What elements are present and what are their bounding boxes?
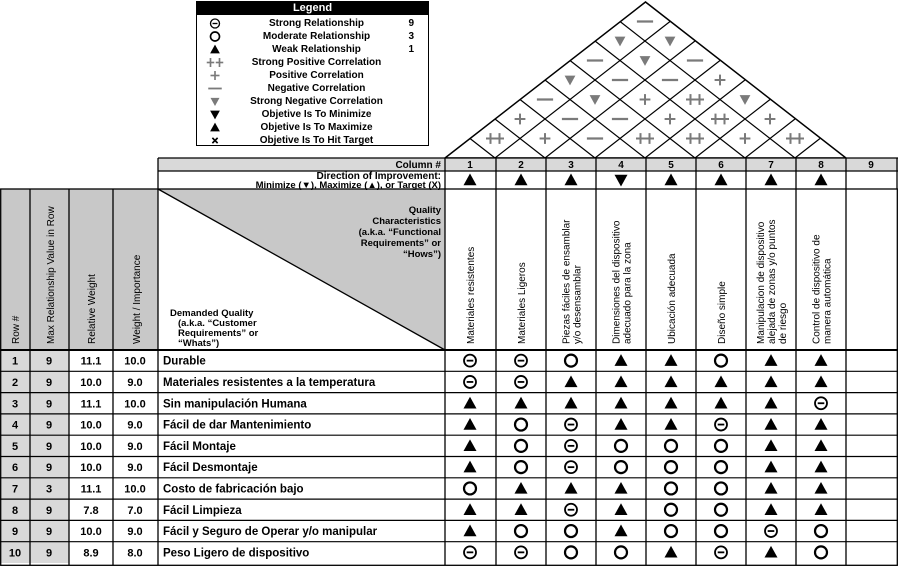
row-max-value: 9 [45, 398, 53, 411]
row-max-value: 9 [45, 462, 53, 475]
row-number: 4 [11, 419, 19, 432]
relationship-cell [765, 418, 778, 430]
relationship-cell [464, 503, 477, 515]
relationship-cell [715, 440, 727, 452]
column-number: 5 [668, 160, 674, 171]
relationship-cell [765, 503, 778, 515]
row-weight: 9.0 [127, 440, 143, 453]
relationship-cell [665, 461, 677, 473]
positive-icon [205, 69, 225, 82]
demanded-quality: Fácil Limpieza [163, 504, 242, 517]
triangle-up-icon [565, 375, 578, 387]
row-number: 10 [8, 547, 22, 560]
row-relative-weight: 10.0 [80, 376, 102, 389]
row-header-label: Weight / Importance [132, 254, 143, 344]
relationship-cell [815, 439, 828, 451]
relationship-cell [815, 546, 827, 558]
relationship-cell [515, 397, 528, 409]
relationship-cell [665, 418, 678, 430]
relationship-cell [615, 482, 628, 494]
column-name: Materiales resistentes [466, 246, 477, 344]
quality-characteristics-label: Quality [408, 205, 441, 216]
legend-item [197, 82, 428, 95]
relationship-cell [715, 375, 728, 387]
moderate-relationship-icon [615, 546, 627, 558]
triangle-up-icon [210, 45, 220, 54]
moderate-relationship-icon [615, 440, 627, 452]
legend-item [197, 69, 428, 82]
legend-item [197, 121, 428, 134]
moderate-relationship-icon [665, 482, 677, 494]
legend-value: 1 [408, 44, 414, 55]
relationship-cell [715, 525, 727, 537]
relationship-cell [515, 355, 527, 367]
column-name: alejada de zonas y/o puntos [767, 219, 778, 344]
triangle-up-icon [665, 546, 678, 558]
relationship-cell [665, 504, 677, 516]
moderate-relationship-icon [715, 504, 727, 516]
legend-title: Legend [197, 2, 428, 15]
relationship-cell [515, 461, 527, 473]
moderate-relationship-icon [211, 32, 220, 41]
legend-item [197, 56, 428, 69]
row-number: 1 [11, 355, 19, 368]
relationship-cell [665, 482, 677, 494]
moderate-relationship-icon [715, 482, 727, 494]
moderate-relationship-icon [615, 461, 627, 473]
triangle-up-icon [665, 418, 678, 430]
relationship-cell [615, 397, 628, 409]
relationship-cell [665, 440, 677, 452]
relationship-cell [565, 419, 577, 431]
relationship-cell [765, 525, 777, 537]
triangle-up-icon [715, 375, 728, 387]
row-relative-weight: 10.0 [80, 526, 102, 539]
relationship-cell [565, 461, 577, 473]
relationship-cell [815, 375, 828, 387]
legend-item [197, 134, 428, 147]
column-name: y/o desensamblar [572, 265, 584, 344]
row-relative-weight: 10.0 [80, 440, 102, 453]
row-max-value: 9 [45, 419, 53, 432]
moderate-relationship-icon [665, 440, 677, 452]
relationship-cell [515, 546, 527, 558]
relationship-cell [815, 482, 828, 494]
triangle-up-icon [464, 397, 477, 409]
demanded-quality: Materiales resistentes a la temperatura [163, 376, 376, 389]
relationship-cell [464, 461, 477, 473]
column-number: 4 [618, 160, 624, 171]
triangle-up-icon [815, 461, 828, 473]
row-number: 7 [11, 483, 19, 496]
relationship-cell [464, 546, 476, 558]
direction-label: Direction of Improvement: [316, 171, 441, 182]
triangle-up-icon [615, 418, 628, 430]
row-number: 2 [11, 376, 19, 389]
relationship-cell [615, 461, 627, 473]
triangle-down-icon [210, 111, 220, 120]
column-number: 9 [868, 160, 874, 171]
column-name: Materiales Ligeros [517, 262, 528, 344]
triangle-up-icon [615, 375, 628, 387]
relationship-cell [565, 525, 577, 537]
triangle-up-icon [615, 397, 628, 409]
relationship-cell [615, 354, 628, 366]
relationship-cell [565, 546, 577, 558]
relationship-cell [665, 525, 677, 537]
target-x-icon [212, 138, 217, 143]
relationship-cell [815, 525, 827, 537]
demanded-quality-label: Requirements” or [178, 328, 259, 339]
relationship-cell [665, 375, 678, 387]
relationship-cell [615, 418, 628, 430]
triangle-up-icon [565, 482, 578, 494]
row-relative-weight: 7.8 [83, 504, 99, 517]
moderate-relationship-icon [665, 504, 677, 516]
column-number: 2 [518, 160, 524, 171]
legend-label: Negative Correlation [267, 83, 366, 94]
column-name: Dimensiones del dispositivo [611, 220, 623, 344]
row-header-label: Row # [11, 315, 22, 344]
triangle-up-icon [464, 503, 477, 515]
column-name: Ubicación adecuada [667, 253, 678, 344]
relationship-cell [715, 397, 728, 409]
demanded-quality: Costo de fabricación bajo [163, 483, 304, 496]
row-relative-weight: 11.1 [80, 355, 102, 368]
triangle-up-icon [515, 482, 528, 494]
column-number: 6 [718, 160, 724, 171]
target-icon [205, 134, 225, 147]
relationship-cell [464, 376, 476, 388]
row-max-value: 9 [45, 547, 53, 560]
legend-item [197, 30, 428, 43]
relationship-cell [765, 375, 778, 387]
direction-legend-label: Minimize (▼), Maximize (▲), or Target (X) [255, 180, 441, 191]
triangle-up-icon [815, 375, 828, 387]
strong-positive-icon [205, 56, 225, 69]
triangle-up-icon [765, 461, 778, 473]
relationship-cell [464, 525, 477, 537]
relationship-cell [615, 503, 628, 515]
triangle-up-icon [515, 397, 528, 409]
relationship-cell [715, 419, 727, 431]
triangle-up-icon [715, 397, 728, 409]
relationship-cell [815, 354, 828, 366]
column-name: de riesgo [778, 302, 789, 344]
relationship-cell [765, 482, 778, 494]
row-max-value: 9 [45, 526, 53, 539]
relationship-cell [815, 418, 828, 430]
demanded-quality: Fácil Desmontaje [163, 462, 258, 475]
moderate-relationship-icon [665, 461, 677, 473]
triangle-up-icon [765, 546, 778, 558]
relationship-cell [715, 504, 727, 516]
triangle-up-icon [615, 525, 628, 537]
legend-item [197, 95, 428, 108]
row-number: 8 [11, 504, 19, 517]
row-weight: 10.0 [124, 398, 146, 411]
row-header-label: Max Relationship Value in Row [46, 206, 57, 344]
moderate-relationship-icon [715, 440, 727, 452]
column-number: 8 [818, 160, 824, 171]
relationship-cell [715, 546, 727, 558]
relationship-cell [515, 440, 527, 452]
triangle-up-icon [765, 503, 778, 515]
moderate-relationship-icon [715, 461, 727, 473]
legend-label: Strong Positive Correlation [251, 57, 382, 68]
legend-label: Moderate Relationship [262, 31, 371, 42]
demanded-quality: Sin manipulación Humana [163, 398, 307, 411]
moderate-icon [205, 30, 225, 43]
relationship-cell [565, 375, 578, 387]
triangle-up-icon [665, 354, 678, 366]
relationship-cell [815, 503, 828, 515]
minimize-icon [205, 108, 225, 121]
triangle-up-icon [815, 482, 828, 494]
triangle-up-icon [464, 418, 477, 430]
triangle-up-icon [515, 503, 528, 515]
triangle-up-icon [665, 375, 678, 387]
moderate-relationship-icon [464, 482, 476, 494]
row-weight: 10.0 [124, 483, 146, 496]
column-number-label: Column # [395, 160, 441, 171]
row-relative-weight: 10.0 [80, 419, 102, 432]
relationship-cell [715, 461, 727, 473]
relationship-cell [715, 355, 727, 367]
demanded-quality: Durable [163, 355, 206, 368]
column-name: adecuado para la zona [622, 242, 634, 344]
quality-characteristics-label: (a.k.a. “Functional [358, 227, 441, 238]
row-weight: 9.0 [127, 376, 143, 389]
relationship-cell [615, 440, 627, 452]
triangle-up-icon [210, 123, 220, 132]
triangle-up-icon [815, 418, 828, 430]
relationship-cell [565, 504, 577, 516]
demanded-quality-label: “Whats”) [178, 338, 220, 349]
strong-icon [205, 17, 225, 30]
relationship-cell [765, 439, 778, 451]
quality-characteristics-label: Characteristics [372, 216, 441, 227]
strong-negative-icon [205, 95, 225, 108]
strong-negative-icon [211, 98, 220, 106]
column-name: Piezas fáciles de ensamblar [561, 219, 573, 344]
triangle-up-icon [765, 439, 778, 451]
row-relative-weight: 11.1 [80, 483, 102, 496]
moderate-relationship-icon [715, 355, 727, 367]
legend-item [197, 17, 428, 30]
row-weight: 9.0 [127, 526, 143, 539]
legend-label: Positive Correlation [269, 70, 364, 81]
row-number: 6 [11, 462, 19, 475]
moderate-relationship-icon [715, 525, 727, 537]
column-name: manera automática [822, 258, 834, 344]
relationship-cell [615, 375, 628, 387]
relationship-cell [464, 355, 476, 367]
relationship-cell [665, 397, 678, 409]
column-number: 7 [768, 160, 774, 171]
triangle-up-icon [665, 397, 678, 409]
relationship-cell [464, 439, 477, 451]
relationship-cell [464, 482, 476, 494]
legend-item [197, 43, 428, 56]
column-number: 1 [467, 160, 473, 171]
triangle-up-icon [815, 503, 828, 515]
column-number: 3 [568, 160, 574, 171]
relationship-cell [515, 376, 527, 388]
legend-value: 9 [408, 18, 414, 29]
triangle-up-icon [464, 461, 477, 473]
triangle-up-icon [815, 354, 828, 366]
demanded-quality: Peso Ligero de dispositivo [163, 547, 310, 560]
relationship-cell [515, 525, 527, 537]
relationship-cell [464, 418, 477, 430]
row-max-value: 9 [45, 376, 53, 389]
correlation-roof [445, 2, 846, 158]
triangle-up-icon [565, 397, 578, 409]
legend-label: Strong Negative Correlation [250, 96, 383, 107]
triangle-up-icon [464, 525, 477, 537]
legend-label: Objetive Is To Hit Target [259, 135, 374, 146]
weak-icon [205, 43, 225, 56]
row-weight: 8.0 [127, 547, 143, 560]
row-number: 3 [11, 398, 19, 411]
legend [196, 1, 429, 146]
triangle-up-icon [615, 482, 628, 494]
legend-label: Objetive Is To Minimize [261, 109, 372, 120]
row-relative-weight: 10.0 [80, 462, 102, 475]
legend-label: Weak Relationship [272, 44, 361, 55]
moderate-relationship-icon [815, 525, 827, 537]
legend-label: Objetive Is To Maximize [260, 122, 373, 133]
triangle-up-icon [615, 503, 628, 515]
relationship-cell [515, 503, 528, 515]
legend-item [197, 108, 428, 121]
legend-label: Strong Relationship [269, 18, 364, 29]
relationship-cell [515, 419, 527, 431]
demanded-quality: Fácil de dar Mantenimiento [163, 419, 312, 432]
moderate-relationship-icon [565, 525, 577, 537]
relationship-cell [615, 525, 628, 537]
relationship-cell [715, 482, 727, 494]
relationship-cell [815, 461, 828, 473]
triangle-up-icon [464, 439, 477, 451]
moderate-relationship-icon [565, 355, 577, 367]
relationship-cell [765, 461, 778, 473]
relationship-cell [765, 546, 778, 558]
legend-value: 3 [408, 31, 414, 42]
row-weight: 7.0 [127, 504, 143, 517]
row-weight: 9.0 [127, 419, 143, 432]
triangle-up-icon [815, 439, 828, 451]
demanded-quality: Fácil Montaje [163, 440, 236, 453]
relationship-cell [565, 440, 577, 452]
triangle-up-icon [765, 375, 778, 387]
triangle-up-icon [765, 482, 778, 494]
relationship-cell [815, 397, 827, 409]
quality-characteristics-label: “Hows”) [403, 249, 441, 260]
maximize-icon [205, 121, 225, 134]
row-max-value: 9 [45, 440, 53, 453]
row-weight: 10.0 [124, 355, 146, 368]
quality-characteristics-label: Requirements” or [360, 238, 441, 249]
relationship-cell [464, 397, 477, 409]
moderate-relationship-icon [815, 546, 827, 558]
moderate-relationship-icon [515, 440, 527, 452]
column-name: Control de dispositivo de [811, 234, 823, 344]
row-relative-weight: 11.1 [80, 398, 102, 411]
row-weight: 9.0 [127, 462, 143, 475]
relationship-cell [515, 482, 528, 494]
relationship-cell [565, 355, 577, 367]
relationship-cell [765, 354, 778, 366]
moderate-relationship-icon [665, 525, 677, 537]
moderate-relationship-icon [515, 461, 527, 473]
moderate-relationship-icon [515, 525, 527, 537]
relationship-cell [565, 397, 578, 409]
row-max-value: 3 [45, 483, 53, 496]
relationship-cell [565, 482, 578, 494]
moderate-relationship-icon [515, 419, 527, 431]
row-number: 9 [11, 526, 19, 539]
negative-icon [205, 82, 225, 95]
relationship-cell [615, 546, 627, 558]
triangle-up-icon [765, 418, 778, 430]
row-max-value: 9 [45, 355, 53, 368]
triangle-up-icon [765, 354, 778, 366]
row-max-value: 9 [45, 504, 53, 517]
column-name: Diseño simple [717, 281, 728, 344]
triangle-up-icon [765, 397, 778, 409]
triangle-up-icon [615, 354, 628, 366]
row-header-label: Relative Weight [87, 274, 98, 344]
demanded-quality-label: Demanded Quality [170, 308, 254, 319]
relationship-cell [665, 546, 678, 558]
relationship-cell [665, 354, 678, 366]
demanded-quality-label: (a.k.a. “Customer [178, 318, 257, 329]
row-number: 5 [11, 440, 19, 453]
relationship-cell [765, 397, 778, 409]
row-relative-weight: 8.9 [83, 547, 99, 560]
moderate-relationship-icon [565, 546, 577, 558]
demanded-quality: Fácil y Seguro de Operar y/o manipular [163, 526, 378, 539]
column-name: Manipulacion de dispositivo [756, 221, 767, 344]
